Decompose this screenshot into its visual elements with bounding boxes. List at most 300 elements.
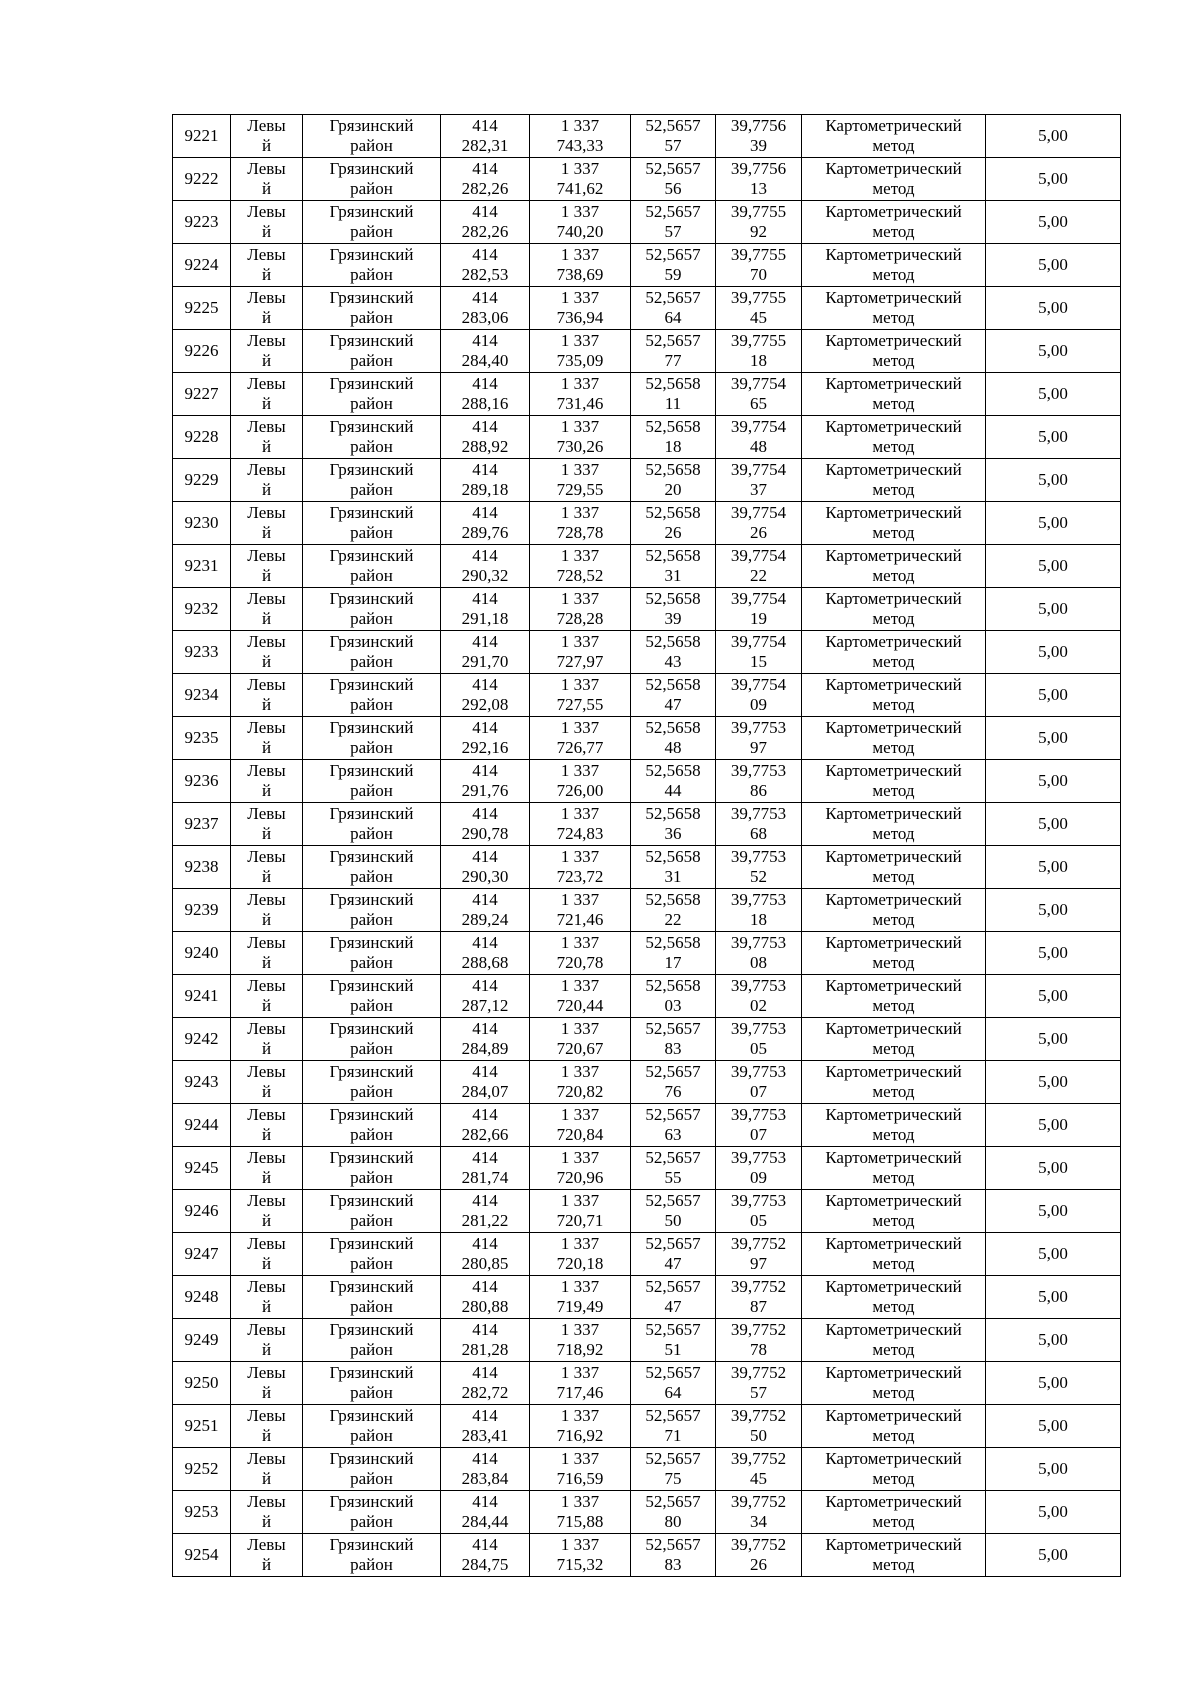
- x-coordinate-cell-line: 414: [472, 1449, 498, 1468]
- point-number-cell: 9254: [173, 1534, 231, 1577]
- latitude-cell-line: 31: [664, 867, 682, 886]
- side-cell: [231, 846, 303, 889]
- x-coordinate-cell: [441, 1018, 530, 1061]
- accuracy-cell: 5,00: [986, 846, 1121, 889]
- district-cell: [303, 459, 441, 502]
- y-coordinate-cell-line: 1 337: [560, 159, 600, 178]
- side-cell: [231, 115, 303, 158]
- side-cell-line: Левы: [247, 847, 286, 866]
- longitude-cell: [716, 545, 802, 588]
- latitude-cell-line: 26: [664, 523, 682, 542]
- x-coordinate-cell-line: 284,07: [461, 1082, 509, 1101]
- x-coordinate-cell: [441, 502, 530, 545]
- x-coordinate-cell-line: 414: [472, 804, 498, 823]
- y-coordinate-cell: [530, 1233, 631, 1276]
- side-cell: [231, 1534, 303, 1577]
- latitude-cell: [631, 1061, 716, 1104]
- y-coordinate-cell-line: 1 337: [560, 589, 600, 608]
- latitude-cell: [631, 803, 716, 846]
- longitude-cell-line: 87: [750, 1297, 767, 1316]
- longitude-cell: [716, 1018, 802, 1061]
- x-coordinate-cell: [441, 158, 530, 201]
- longitude-cell-line: 39,7754: [730, 589, 787, 608]
- accuracy-cell: 5,00: [986, 330, 1121, 373]
- point-number-cell: 9249: [173, 1319, 231, 1362]
- side-cell-line: й: [261, 824, 272, 843]
- district-cell-line: Грязинский: [329, 890, 414, 909]
- y-coordinate-cell-line: 716,59: [556, 1469, 604, 1488]
- side-cell-line: й: [261, 308, 272, 327]
- longitude-cell: [716, 1491, 802, 1534]
- side-cell-line: Левы: [247, 331, 286, 350]
- district-cell-line: район: [350, 1297, 393, 1316]
- latitude-cell-line: 83: [664, 1039, 682, 1058]
- y-coordinate-cell-line: 1 337: [560, 1492, 600, 1511]
- accuracy-cell: 5,00: [986, 1448, 1121, 1491]
- x-coordinate-cell-line: 282,26: [461, 179, 509, 198]
- x-coordinate-cell: [441, 1448, 530, 1491]
- longitude-cell-line: 26: [750, 523, 767, 542]
- latitude-cell: [631, 760, 716, 803]
- district-cell-line: Грязинский: [329, 1320, 414, 1339]
- table-row: [173, 502, 1121, 545]
- point-number-cell: 9232: [173, 588, 231, 631]
- method-cell-line: метод: [872, 867, 915, 886]
- x-coordinate-cell-line: 414: [472, 632, 498, 651]
- table-row: [173, 416, 1121, 459]
- x-coordinate-cell-line: 414: [472, 1320, 498, 1339]
- x-coordinate-cell: [441, 760, 530, 803]
- district-cell-line: район: [350, 953, 393, 972]
- side-cell-line: Левы: [247, 675, 286, 694]
- district-cell: [303, 1276, 441, 1319]
- method-cell-line: Картометрический: [825, 976, 962, 995]
- x-coordinate-cell: [441, 588, 530, 631]
- y-coordinate-cell-line: 1 337: [560, 288, 600, 307]
- x-coordinate-cell: [441, 1319, 530, 1362]
- longitude-cell-line: 52: [750, 867, 767, 886]
- latitude-cell-line: 50: [664, 1211, 682, 1230]
- method-cell-line: Картометрический: [825, 331, 962, 350]
- method-cell-line: метод: [872, 523, 915, 542]
- method-cell-line: Картометрический: [825, 1320, 962, 1339]
- x-coordinate-cell-line: 282,26: [461, 222, 509, 241]
- side-cell-line: й: [261, 1125, 272, 1144]
- longitude-cell-line: 45: [750, 1469, 767, 1488]
- side-cell-line: Левы: [247, 1148, 286, 1167]
- district-cell: [303, 932, 441, 975]
- latitude-cell-line: 52,5658: [645, 589, 701, 608]
- longitude-cell: [716, 717, 802, 760]
- side-cell-line: Левы: [247, 1406, 286, 1425]
- side-cell-line: й: [261, 695, 272, 714]
- longitude-cell: [716, 201, 802, 244]
- method-cell-line: метод: [872, 781, 915, 800]
- district-cell: [303, 1534, 441, 1577]
- district-cell-line: Грязинский: [329, 116, 414, 135]
- method-cell: [802, 1448, 986, 1491]
- side-cell-line: й: [261, 996, 272, 1015]
- side-cell-line: Левы: [247, 589, 286, 608]
- x-coordinate-cell-line: 414: [472, 1492, 498, 1511]
- longitude-cell-line: 39,7753: [730, 847, 787, 866]
- side-cell: [231, 373, 303, 416]
- x-coordinate-cell-line: 414: [472, 331, 498, 350]
- table-row: [173, 1018, 1121, 1061]
- accuracy-cell: 5,00: [986, 932, 1121, 975]
- point-number-cell: 9224: [173, 244, 231, 287]
- method-cell: [802, 201, 986, 244]
- longitude-cell-line: 45: [750, 308, 767, 327]
- longitude-cell-line: 39,7753: [730, 976, 787, 995]
- latitude-cell-line: 52,5658: [645, 374, 701, 393]
- longitude-cell-line: 97: [750, 1254, 767, 1273]
- y-coordinate-cell-line: 726,00: [556, 781, 604, 800]
- y-coordinate-cell: [530, 674, 631, 717]
- method-cell-line: метод: [872, 1469, 915, 1488]
- point-number-cell: 9240: [173, 932, 231, 975]
- table-row: [173, 1147, 1121, 1190]
- district-cell-line: Грязинский: [329, 546, 414, 565]
- point-number-cell: 9252: [173, 1448, 231, 1491]
- longitude-cell: [716, 1534, 802, 1577]
- district-cell-line: Грязинский: [329, 675, 414, 694]
- longitude-cell-line: 86: [750, 781, 767, 800]
- district-cell: [303, 373, 441, 416]
- latitude-cell: [631, 373, 716, 416]
- y-coordinate-cell-line: 1 337: [560, 1062, 600, 1081]
- table-row: [173, 1061, 1121, 1104]
- method-cell-line: Картометрический: [825, 933, 962, 952]
- latitude-cell: [631, 1362, 716, 1405]
- method-cell-line: Картометрический: [825, 288, 962, 307]
- method-cell-line: метод: [872, 265, 915, 284]
- district-cell-line: район: [350, 1211, 393, 1230]
- method-cell-line: Картометрический: [825, 589, 962, 608]
- y-coordinate-cell-line: 720,84: [556, 1125, 604, 1144]
- latitude-cell-line: 47: [664, 1297, 682, 1316]
- longitude-cell: [716, 975, 802, 1018]
- longitude-cell-line: 39,7756: [730, 116, 787, 135]
- longitude-cell: [716, 674, 802, 717]
- latitude-cell-line: 57: [664, 222, 682, 241]
- y-coordinate-cell-line: 735,09: [556, 351, 604, 370]
- x-coordinate-cell-line: 291,18: [461, 609, 509, 628]
- longitude-cell-line: 97: [750, 738, 767, 757]
- side-cell-line: Левы: [247, 460, 286, 479]
- latitude-cell-line: 64: [664, 1383, 682, 1402]
- district-cell: [303, 201, 441, 244]
- x-coordinate-cell-line: 291,76: [461, 781, 509, 800]
- y-coordinate-cell-line: 729,55: [556, 480, 604, 499]
- point-number-cell: 9241: [173, 975, 231, 1018]
- longitude-cell-line: 39,7754: [730, 374, 787, 393]
- x-coordinate-cell: [441, 1061, 530, 1104]
- y-coordinate-cell-line: 717,46: [556, 1383, 604, 1402]
- latitude-cell: [631, 416, 716, 459]
- side-cell-line: Левы: [247, 804, 286, 823]
- accuracy-cell: 5,00: [986, 1405, 1121, 1448]
- method-cell-line: метод: [872, 1211, 915, 1230]
- x-coordinate-cell-line: 283,06: [461, 308, 509, 327]
- method-cell: [802, 760, 986, 803]
- latitude-cell: [631, 1448, 716, 1491]
- point-number-cell: 9222: [173, 158, 231, 201]
- y-coordinate-cell: [530, 1405, 631, 1448]
- x-coordinate-cell-line: 414: [472, 1535, 498, 1554]
- point-number-cell: 9248: [173, 1276, 231, 1319]
- point-number-cell: 9233: [173, 631, 231, 674]
- x-coordinate-cell: [441, 846, 530, 889]
- latitude-cell-line: 52,5657: [645, 1449, 701, 1468]
- side-cell-line: й: [261, 1039, 272, 1058]
- latitude-cell-line: 47: [664, 1254, 682, 1273]
- method-cell-line: метод: [872, 1168, 915, 1187]
- district-cell: [303, 1319, 441, 1362]
- method-cell: [802, 1147, 986, 1190]
- side-cell-line: Левы: [247, 890, 286, 909]
- longitude-cell: [716, 846, 802, 889]
- point-number-cell: 9243: [173, 1061, 231, 1104]
- method-cell-line: Картометрический: [825, 503, 962, 522]
- district-cell-line: Грязинский: [329, 804, 414, 823]
- x-coordinate-cell: [441, 1405, 530, 1448]
- side-cell-line: й: [261, 867, 272, 886]
- x-coordinate-cell: [441, 932, 530, 975]
- method-cell-line: метод: [872, 394, 915, 413]
- latitude-cell-line: 52,5658: [645, 804, 701, 823]
- x-coordinate-cell-line: 414: [472, 1062, 498, 1081]
- y-coordinate-cell-line: 1 337: [560, 116, 600, 135]
- method-cell-line: Картометрический: [825, 1535, 962, 1554]
- y-coordinate-cell-line: 1 337: [560, 847, 600, 866]
- method-cell-line: Картометрический: [825, 460, 962, 479]
- point-number-cell: 9226: [173, 330, 231, 373]
- y-coordinate-cell-line: 1 337: [560, 417, 600, 436]
- longitude-cell-line: 65: [750, 394, 767, 413]
- x-coordinate-cell-line: 288,68: [461, 953, 509, 972]
- y-coordinate-cell: [530, 115, 631, 158]
- latitude-cell-line: 52,5657: [645, 1019, 701, 1038]
- method-cell-line: Картометрический: [825, 116, 962, 135]
- latitude-cell: [631, 1491, 716, 1534]
- method-cell: [802, 1534, 986, 1577]
- y-coordinate-cell-line: 731,46: [556, 394, 604, 413]
- table-row: [173, 932, 1121, 975]
- latitude-cell-line: 52,5658: [645, 417, 701, 436]
- latitude-cell: [631, 1018, 716, 1061]
- longitude-cell-line: 39,7754: [730, 675, 787, 694]
- method-cell: [802, 1319, 986, 1362]
- method-cell-line: Картометрический: [825, 847, 962, 866]
- method-cell: [802, 846, 986, 889]
- side-cell: [231, 803, 303, 846]
- accuracy-cell: 5,00: [986, 1061, 1121, 1104]
- y-coordinate-cell: [530, 1104, 631, 1147]
- x-coordinate-cell-line: 282,31: [461, 136, 509, 155]
- latitude-cell-line: 52,5657: [645, 1148, 701, 1167]
- side-cell: [231, 1276, 303, 1319]
- latitude-cell-line: 47: [664, 695, 682, 714]
- longitude-cell-line: 39,7752: [730, 1449, 787, 1468]
- accuracy-cell: 5,00: [986, 717, 1121, 760]
- y-coordinate-cell-line: 1 337: [560, 1535, 600, 1554]
- district-cell-line: район: [350, 652, 393, 671]
- longitude-cell-line: 39,7756: [730, 159, 787, 178]
- side-cell-line: Левы: [247, 1363, 286, 1382]
- latitude-cell-line: 52,5657: [645, 1492, 701, 1511]
- longitude-cell: [716, 244, 802, 287]
- longitude-cell-line: 39,7752: [730, 1406, 787, 1425]
- y-coordinate-cell: [530, 846, 631, 889]
- side-cell: [231, 1233, 303, 1276]
- method-cell-line: Картометрический: [825, 245, 962, 264]
- table-row: [173, 717, 1121, 760]
- district-cell-line: район: [350, 308, 393, 327]
- latitude-cell-line: 56: [664, 179, 682, 198]
- accuracy-cell: 5,00: [986, 1362, 1121, 1405]
- y-coordinate-cell: [530, 1534, 631, 1577]
- side-cell: [231, 287, 303, 330]
- latitude-cell: [631, 502, 716, 545]
- side-cell: [231, 760, 303, 803]
- side-cell-line: й: [261, 1297, 272, 1316]
- latitude-cell-line: 52,5657: [645, 1062, 701, 1081]
- side-cell: [231, 1405, 303, 1448]
- table-row: [173, 975, 1121, 1018]
- side-cell-line: й: [261, 351, 272, 370]
- latitude-cell-line: 52,5657: [645, 159, 701, 178]
- longitude-cell-line: 39,7753: [730, 1019, 787, 1038]
- method-cell: [802, 502, 986, 545]
- table-row: [173, 244, 1121, 287]
- point-number-cell: 9229: [173, 459, 231, 502]
- district-cell-line: Грязинский: [329, 589, 414, 608]
- longitude-cell: [716, 631, 802, 674]
- method-cell: [802, 1190, 986, 1233]
- longitude-cell: [716, 287, 802, 330]
- y-coordinate-cell-line: 727,97: [556, 652, 604, 671]
- method-cell-line: метод: [872, 609, 915, 628]
- x-coordinate-cell-line: 414: [472, 417, 498, 436]
- x-coordinate-cell: [441, 459, 530, 502]
- side-cell-line: й: [261, 1555, 272, 1574]
- district-cell-line: Грязинский: [329, 417, 414, 436]
- method-cell: [802, 330, 986, 373]
- y-coordinate-cell-line: 715,32: [556, 1555, 604, 1574]
- table-row: [173, 1362, 1121, 1405]
- latitude-cell-line: 52,5657: [645, 202, 701, 221]
- longitude-cell-line: 39,7753: [730, 933, 787, 952]
- y-coordinate-cell-line: 1 337: [560, 1019, 600, 1038]
- side-cell-line: Левы: [247, 1449, 286, 1468]
- side-cell: [231, 416, 303, 459]
- table-row: [173, 1405, 1121, 1448]
- side-cell-line: й: [261, 480, 272, 499]
- x-coordinate-cell: [441, 201, 530, 244]
- y-coordinate-cell-line: 1 337: [560, 933, 600, 952]
- method-cell: [802, 717, 986, 760]
- table-row: [173, 1319, 1121, 1362]
- method-cell: [802, 1491, 986, 1534]
- x-coordinate-cell-line: 287,12: [461, 996, 509, 1015]
- y-coordinate-cell-line: 1 337: [560, 202, 600, 221]
- y-coordinate-cell-line: 1 337: [560, 1406, 600, 1425]
- district-cell-line: район: [350, 136, 393, 155]
- table-row: [173, 631, 1121, 674]
- latitude-cell: [631, 889, 716, 932]
- longitude-cell: [716, 1405, 802, 1448]
- x-coordinate-cell-line: 284,75: [461, 1555, 509, 1574]
- y-coordinate-cell-line: 718,92: [556, 1340, 604, 1359]
- y-coordinate-cell: [530, 158, 631, 201]
- point-number-cell: 9251: [173, 1405, 231, 1448]
- method-cell-line: Картометрический: [825, 675, 962, 694]
- longitude-cell-line: 18: [750, 910, 767, 929]
- side-cell-line: Левы: [247, 417, 286, 436]
- method-cell-line: Картометрический: [825, 1492, 962, 1511]
- y-coordinate-cell: [530, 373, 631, 416]
- method-cell: [802, 631, 986, 674]
- district-cell-line: Грязинский: [329, 503, 414, 522]
- side-cell-line: й: [261, 910, 272, 929]
- y-coordinate-cell-line: 1 337: [560, 503, 600, 522]
- point-number-cell: 9221: [173, 115, 231, 158]
- side-cell-line: й: [261, 652, 272, 671]
- table-row: [173, 1276, 1121, 1319]
- side-cell: [231, 158, 303, 201]
- side-cell-line: й: [261, 781, 272, 800]
- x-coordinate-cell: [441, 631, 530, 674]
- accuracy-cell: 5,00: [986, 1104, 1121, 1147]
- x-coordinate-cell-line: 280,85: [461, 1254, 509, 1273]
- district-cell-line: Грязинский: [329, 245, 414, 264]
- y-coordinate-cell-line: 1 337: [560, 804, 600, 823]
- longitude-cell-line: 39,7754: [730, 632, 787, 651]
- side-cell-line: Левы: [247, 1234, 286, 1253]
- y-coordinate-cell-line: 1 337: [560, 331, 600, 350]
- latitude-cell-line: 36: [664, 824, 682, 843]
- side-cell: [231, 1018, 303, 1061]
- x-coordinate-cell: [441, 717, 530, 760]
- method-cell-line: Картометрический: [825, 417, 962, 436]
- latitude-cell-line: 52,5657: [645, 331, 701, 350]
- district-cell: [303, 717, 441, 760]
- side-cell-line: Левы: [247, 1320, 286, 1339]
- method-cell-line: метод: [872, 695, 915, 714]
- method-cell: [802, 889, 986, 932]
- x-coordinate-cell-line: 414: [472, 847, 498, 866]
- side-cell: [231, 330, 303, 373]
- district-cell: [303, 287, 441, 330]
- y-coordinate-cell: [530, 889, 631, 932]
- x-coordinate-cell-line: 414: [472, 116, 498, 135]
- latitude-cell-line: 52,5657: [645, 245, 701, 264]
- table-row: [173, 115, 1121, 158]
- district-cell-line: район: [350, 394, 393, 413]
- longitude-cell-line: 92: [750, 222, 767, 241]
- district-cell-line: район: [350, 437, 393, 456]
- side-cell-line: й: [261, 1512, 272, 1531]
- y-coordinate-cell: [530, 1491, 631, 1534]
- y-coordinate-cell-line: 1 337: [560, 245, 600, 264]
- y-coordinate-cell-line: 741,62: [556, 179, 604, 198]
- y-coordinate-cell-line: 1 337: [560, 1277, 600, 1296]
- district-cell-line: район: [350, 1469, 393, 1488]
- latitude-cell: [631, 1147, 716, 1190]
- y-coordinate-cell-line: 736,94: [556, 308, 604, 327]
- longitude-cell-line: 07: [750, 1125, 767, 1144]
